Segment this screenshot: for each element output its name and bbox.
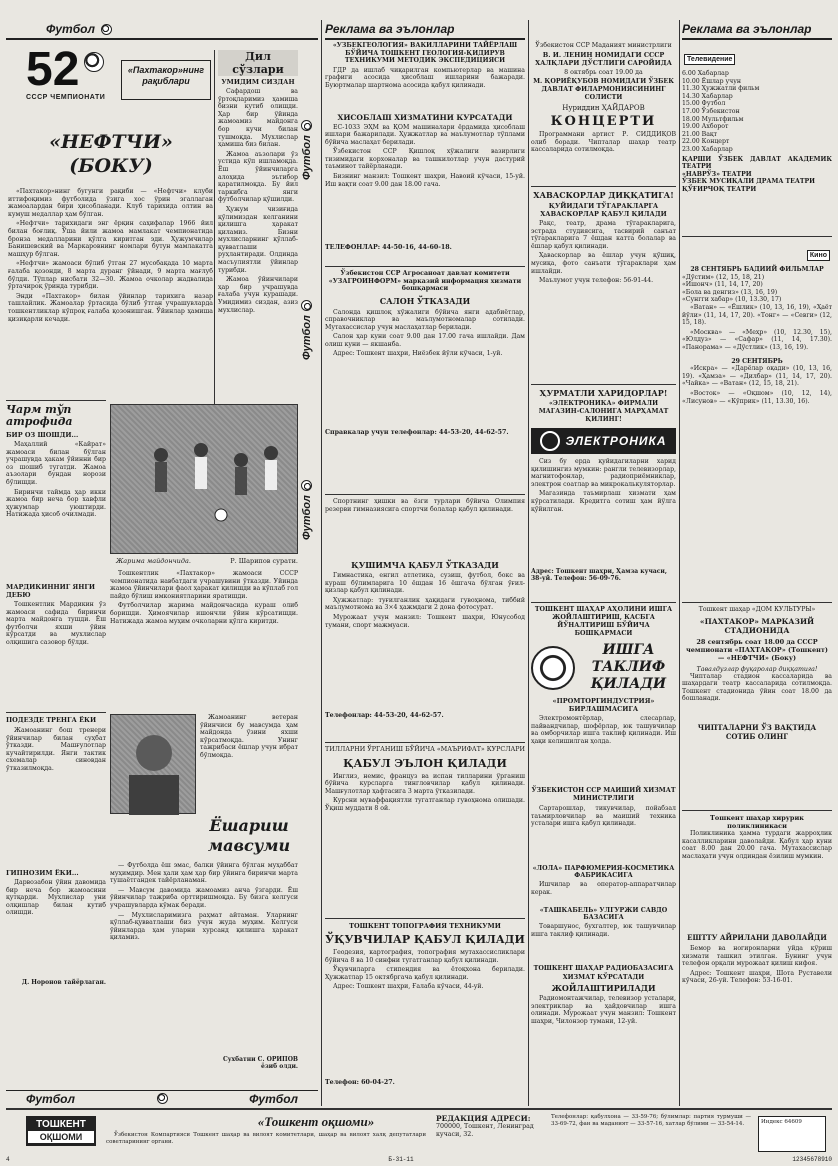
lola-body: Ишчилар ва оператор-аппаратчилар керак. <box>531 881 676 896</box>
football-icon <box>302 300 313 311</box>
section3-sub: МАРДИКИННИГ ЯНГИ ДЕБЮ <box>6 583 96 599</box>
page-footer <box>6 1112 832 1160</box>
tv-schedule-item: 14.30 Хабарлар <box>682 92 733 100</box>
ad5-phone: Телефон: 60-04-27. <box>325 1079 395 1086</box>
main-paragraph: «Нефтчи» тарихидаги энг ёрқин саҳифалар 1966 йил билан боғлиқ. Ўша йили жамоа мамлакат чемпионатида бронза медалларини қўлга киритган эди. Ҳужумчилар Банишевский ва Маркаровнинг номлари бутун мамлакатга машҳур бўлган. <box>8 220 213 258</box>
side-column-title: Дил сўзлари <box>218 50 298 76</box>
tv-schedule-item: 22.00 Концерт <box>682 138 730 146</box>
amateur-ad <box>531 190 676 380</box>
main-article <box>8 188 213 398</box>
clinic-ad <box>682 814 832 1084</box>
football-icon <box>84 52 104 72</box>
kino-item: «Ишонч» (11, 14, 17, 20) <box>682 281 763 289</box>
circle-body: 28 сентябрь соат 18.00 да СССР чемпионати «ПАХТАКОР» (Тошкент) — «НЕФТЧИ» (Боку) <box>686 637 828 662</box>
kino-item: «Дўстим» (12, 15, 18, 21) <box>682 273 765 281</box>
football-icon <box>157 1093 168 1104</box>
ad5-body: Геодезия, картография, топография мутахассисликлари бўйича 8 ва 10 синфни тугатганлар қабул қилинади. Ўқувчиларга стипендия ва ётоқхона берилади. Ҳужжатлар 15 октябргача қабул қилинади. Адрес: Тошкент шаҳри, Ғалаба кўчаси, 44-уй. <box>325 949 525 991</box>
ad3-sub: ҚУШИМЧА ҚАБУЛ ЎТКАЗАДИ <box>351 560 499 570</box>
tv-program: ЎЗБЕК МУСИҚАЛИ ДРАМА ТЕАТРИ <box>682 178 815 186</box>
shop-body: Сиз бу ерда қуйидагиларни харид қилишингиз мумкин: рангли телевизорлар, магнитофонлар, радиоприёмниклар, электрон соатлар ва микрокалькуляторлар. Магазинда таъмирлаш хизмати ҳам кўрсатилади. Кредитга сотиш ҳам йўлга қўйилган. <box>531 458 676 513</box>
championship-label: СССР ЧЕМПИОНАТИ <box>26 94 106 101</box>
tv-program: ҚЎҒИРЧОҚ ТЕАТРИ <box>682 185 757 193</box>
feature-headline: Ёшариш мавсуми <box>207 816 291 855</box>
feature-body: — Футболда ёш эмас, балки ўйинга бўлган муҳаббат муҳимдир. Мен ҳали ҳам ҳар бир ўйинга биринчи марта тушаётгандек тайёрланаман. — Мавсум давомида жамоамиз анча ўзгарди. Ёш ўйинчилар тажриба орттиришмоқда. Бу бизга келгуси учрашувларда кўмак беради. — Мухлисларимизга раҳмат айтаман. Уларнинг қўллаб-қувватлаши биз учун жуда муҳим. Келгуси ўйинларда ҳам уларни хурсанд қилишга ҳаракат қиламиз. <box>110 862 298 942</box>
cable-title: «ТАШКАБЕЛЬ» УЛГУРЖИ САВДО БАЗАСИГА <box>539 907 668 921</box>
ad-topography <box>325 922 525 1102</box>
ad2-title: Ўзбекистон ССР Агросаноат давлат комитети «УЗАГРОИНФОРМ» марказий информация хизмати бошқармаси <box>328 270 522 292</box>
kino-banner-box <box>772 242 830 260</box>
ministry-body: Сартарошлар, тикувчилар, пойабзал таъмирловчилар ва маиший техника усталари ишга қабул қилинади. <box>531 805 676 828</box>
tv-schedule-item: 10.00 Ёшлар учун <box>682 77 741 85</box>
section5-author: Д. Норонов тайёрлаган. <box>21 979 106 986</box>
ads-middle <box>325 20 525 1106</box>
radio-sub: ХИЗМАТ КЎРСАТАДИ <box>562 974 645 981</box>
stadium-body: Чипталар стадион кассаларида ва шаҳардаги театр кассаларида сотилмоқда. Тошкент стадионида ўйин соат 18.00 да бошланади. <box>682 672 832 703</box>
concert-artist: Нуриддин ҲАЙДАРОВ <box>562 104 645 112</box>
portrait-photo <box>110 714 196 814</box>
shop-title: ҲУРМАТЛИ ХАРИДОРЛАР! <box>539 388 668 398</box>
redaction-block <box>436 1114 546 1156</box>
sport-section <box>6 20 318 1106</box>
print-run: 12345678910 <box>792 1156 832 1163</box>
match-photo <box>110 404 298 554</box>
invite-head: ТОШКЕНТ ШАҲАР АҲОЛИНИ ИШГА ЖОЙЛАШТИРИШ, КАСБГА ЙЎНАЛТИРИШ БЎЙИЧА БОШҚАРМАСИ <box>534 606 673 637</box>
header-section-label: Футбол <box>46 22 95 36</box>
section4-body: Жамоанинг бош тренери ўйинчилар билан суҳбат ўтказди. Машғулотлар кучайтирилди. Янги тактик схемалар синовдан ўтказилмоқда. <box>6 727 106 772</box>
section4-sub: ПОДЕЗДЕ ТРЕНГА ЁКИ <box>6 716 97 724</box>
concert-ad <box>531 42 676 182</box>
print-strip <box>6 1156 832 1166</box>
championship-logo <box>26 43 108 108</box>
circle-main: «ПАХТАКОР» МАРКАЗИЙ СТАДИОНИДА <box>699 616 815 635</box>
paper-name2: ОҚШОМИ <box>28 1131 94 1143</box>
tashkent-notice: Тошкент шаҳар хирурик поликлиникаси <box>710 814 804 830</box>
main-paragraph: «Нефтчи» жамоаси бўлиб ўтган 27 мусобақада 10 марта ғалаба қозонди, 8 марта дуранг ўйнади, 9 марта мағлуб бўлди. Тўплар нисбати 32—30. Жамоа очколар жадвалида ўртачироқ ўринда турибди. <box>8 260 213 291</box>
shop-sub: «ЭЛЕКТРОНИКА» ФИРМАЛИ МАГАЗИН-САЛОНИГА МАРҲАМАТ ҚИЛИНГ! <box>538 400 669 423</box>
avia-sub: ҚУЙИДАГИ ТЎГАРАКЛАРГА ХАВАСКОРЛАР ҚАБУЛ ҚИЛАДИ <box>540 202 667 218</box>
column-title <box>121 60 211 100</box>
championship-number: 52 <box>26 43 80 96</box>
industry-emblem-icon <box>531 646 575 690</box>
tv-program: «НАВРЎЗ» ТЕАТРИ <box>682 170 752 178</box>
ad5-head: ТОШКЕНТ ТОПОГРАФИЯ ТЕХНИКУМИ <box>349 922 501 930</box>
tv-schedule-item: 23.00 Хабарлар <box>682 145 733 153</box>
shop-logo-icon <box>540 431 560 451</box>
invite-ministry: ЎЗБЕКИСТОН ССР МАИШИЙ ХИЗМАТ МИНИСТРЛИГИ <box>531 787 676 802</box>
shop-logo: ЭЛЕКТРОНИКА <box>565 434 667 448</box>
side-label-text: Футбол <box>301 135 313 180</box>
kino-item: 28 СЕНТЯБРЬ БАДИИЙ ФИЛЬМЛАР <box>690 266 824 273</box>
ad3-footer: Телефонлар: 44-53-20, 44-62-57. <box>325 712 444 719</box>
photo-caption: Жарима майдончида. <box>116 557 191 565</box>
ad1-sub: ХИСОБЛАШ ХИЗМАТИНИ КУРСАТАДИ <box>337 112 513 122</box>
ad2-body: Салонда қишлоқ хўжалиги бўйича янги адабиётлар, справочниклар ва маълумотномалар сотилади. Мутахассислар учун маслаҳатлар берилади. Салон ҳар куни соат 9.00 дан 17.00 гача ишлайди. Дам олиш куни — якшанба. Адрес: Тошкент шаҳри, Ниёзбек йўли кўчаси, 1-уй. <box>325 308 525 358</box>
concert-date: 8 октябрь соат 19.00 да <box>564 69 643 76</box>
invite-body: Электромонтёрлар, слесарлар, пайвандчилар, шофёрлар, юк ташувчилар ва омборчилар ишга таклиф қилинади. Иш ҳақи келишилган ҳолда. <box>531 715 676 745</box>
side-label-text: Футбол <box>301 495 313 540</box>
stadium-ad <box>682 606 832 806</box>
section5-body: Дарвозабон ўйин давомида бир неча бор жамоасини қутқарди. Мухлислар уни олқишлар билан кутиб олишди. <box>6 879 106 917</box>
main-headline: «НЕФТЧИ» (БОКУ) <box>49 131 173 177</box>
redaction-label: РЕДАКЦИЯ АДРЕСИ: <box>436 1114 531 1123</box>
tv-banner: Телевидение <box>684 54 735 65</box>
section2-body: Маҳаллий «Кайрат» жамоаси билан бўлган учрашувда ҳакам ўйинни бир оз шошиб тугатди. Жамоа аъзолари бундан норози бўлишди. Биринчи таймда ҳар икки жамоа бир неча бор хавфли ҳужумлар уюштирди. Натижада ҳисоб очилмади. <box>6 441 106 519</box>
ad-agro <box>325 270 525 490</box>
tv-schedule-item: 19.00 Ахборот <box>682 123 729 131</box>
ad5-title: ЎҚУВЧИЛАР ҚАБУЛ ҚИЛАДИ <box>325 933 525 946</box>
tv-schedule-item: 11.30 Ҳужжатли фильм <box>682 85 760 93</box>
ad-languages <box>325 746 525 916</box>
section3-body: Тошкентлик Мардикин ўз жамоаси сафида биринчи марта майдонга тушди. Ёш футболчи яхши ўйин кўрсатди ва мухлислар олқишига сазовор бўлди. <box>6 601 106 646</box>
kino-item: «Сунгги хабар» (10, 13.30, 17) <box>682 296 782 304</box>
work-title: ЖОЙЛАШТИРИЛАДИ <box>551 983 656 993</box>
ads-header <box>325 20 525 40</box>
invite-header-row <box>531 642 676 693</box>
avia-body: Рақс, театр, драма тўгаракларига, эстрада студиясига, тасвирий санъат тўгаракларига 7 ёшдан катта болалар ва ёшлар қабул қилинади. Ҳаваскорлар ва ёшлар учун қўшиқ, мусиқа, фото санъати тўгараклари ҳам ишлайди. Маълумот учун телефон: 56-91-44. <box>531 220 676 285</box>
section-lower-left <box>6 712 106 1012</box>
shop-logo-block <box>531 428 676 454</box>
page-number: 4 <box>6 1156 10 1163</box>
avia-title: ХАВАСКОРЛАР ДИҚҚАТИГА! <box>533 190 674 200</box>
clinic-body: Поликлиника ҳамма турдаги жарроҳлик касалликларини даволайди. Қабул ҳар куни соат 8.00 дан 20.00 гача. Мутахассислар маслаҳати учун олдиндан ёзилиш мумкин. <box>682 830 832 860</box>
invite-title: ИШГА ТАКЛИФ ҚИЛАДИ <box>590 642 667 692</box>
tv-schedule-item: 6.00 Хабарлар <box>682 70 729 77</box>
ad4-head: ТИЛЛАРНИ ЎРГАНИШ БЎЙИЧА «МАЪРИФАТ» КУРСЛАРИ <box>325 746 525 753</box>
stadium-footer: ЧИПТАЛАРНИ ЎЗ ВАҚТИДА СОТИБ ОЛИНГ <box>697 722 817 741</box>
side-column-body: Сафардош ва ўртоқларимиз ҳамиша бизни кутиб олишди. Ҳар бир ўйинда жамоамиз майдонга бор кучи билан тушмоқда. Мухлислар ҳамиша биз билан. Жамоа аъзолари ўз устида кўп ишламоқда. Ёш ўйинчиларга алоҳида эътибор қаратилмоқда. Бу йил таркибга янги футболчилар қўшилди. Ҳужум чизиғида қўлимиздан келганини қилишга ҳаракат қиламиз. Бизни мухлисларнинг қўллаб-қувватлаши руҳлантиради. Олдинда масъулиятли ўйинлар турибди. Жамоа ўйинчилари ҳар бир учрашувда ғалаба учун курашади. Умидимиз сиздан, азиз мухлислар. <box>218 88 298 314</box>
ad3-intro: Спортнинг ҳишки ва ёзги турлари бўйича Олимпия резерви гимназиясига спортчи болалар қабул қилинади. <box>325 498 525 513</box>
stadium-note: Тавалдузлар фуқаролар диққатига! <box>696 665 818 673</box>
footer-phones: Телефонлар: қабулхона — 33-59-76; бўлимлар: партия турмуши — 33-69-72, фан ва маданият — 33-57-16, хатлар бўлими — 33-54-14. <box>551 1114 751 1127</box>
football-side-label <box>301 240 313 360</box>
footer-section-label: Футбол <box>26 1091 75 1106</box>
tv-program: ҚАРШИ ЎЗБЕК ДАВЛАТ АКАДЕМИК ТЕАТРИ <box>682 155 832 171</box>
feature-intro: Жамоанинг ветеран ўйинчиси бу мавсумда ҳам майдонда ўзини яхши кўрсатмоқда. Унинг тажрибаси ёшлар учун ибрат бўлмоқда. <box>200 714 298 759</box>
football-side-label <box>301 60 313 180</box>
person-icon <box>111 715 197 815</box>
side-column <box>214 50 298 430</box>
kino-banner: Кино <box>807 250 830 261</box>
concert-dedication: В. И. ЛЕНИН НОМИДАГИ СССР ХАЛҚЛАРИ ДЎСТЛИГИ САРОЙИДА <box>535 51 672 67</box>
sport-header <box>6 20 318 40</box>
ad-geology <box>325 42 525 262</box>
side-column-subtitle: УМИДИМ СИЗДАН <box>221 78 295 86</box>
accept-body: Бемор ва ногиронларни уйда кўриш хизмати ташкил этилган. Бунинг учун телефон орқали мурожаат қилиш кифоя. Адрес: Тошкент шаҳри, Шота Руставели кўчаси, 26-уй. Телефон: 53-16-01. <box>682 945 832 985</box>
footer-note: Ўзбекистон Компартияси Тошкент шаҳар ва вилоят комитетлари, шаҳар ва вилоят халқ депутатлари советларининг органи. <box>106 1132 426 1145</box>
players-illustration-icon <box>111 405 299 555</box>
tv-schedule-item: 17.00 Ўзбекистон <box>682 107 740 115</box>
ad1-footer: ТЕЛЕФОНЛАР: 44-50-16, 44-60-18. <box>325 243 452 251</box>
concert-body: Программани артист Р. СИДДИҚОВ олиб боради. Чипталар шаҳар театр кассаларида сотилмоқда. <box>531 131 676 154</box>
concert-title: КОНЦЕРТИ <box>550 114 657 129</box>
main-paragraph: Энди «Пахтакор» билан ўйинлар тарихига назар ташлайлик. Жамоалар ўртасида бўлиб ўтган учрашувларда тошкентликлар кўпроқ ғалаба қозонишган. Ўйинлар ҳамиша қизиқарли кечади. <box>8 292 213 323</box>
paper-logo <box>26 1116 96 1146</box>
section2-sub: БИР ОЗ ШОШДИ... <box>6 431 79 439</box>
ads-right <box>531 20 676 1106</box>
circle-tag: Тошкент шаҳар «ДОМ КУЛЬТУРЫ» <box>698 606 816 613</box>
football-icon <box>101 24 112 35</box>
electronics-ad <box>531 388 676 598</box>
main-paragraph: «Пахтакор»нинг бугунги рақиби — «Нефтчи» клуби иттифоқимиз футболида ўзига хос ўрин эгаллаган жамоалардан бири ҳисобланади. Клуб тарихида олтин ва кумуш медаллар ҳам бўлган. <box>8 188 213 218</box>
concert-org: Ўзбекистон ССР Маданият министрлиги <box>535 42 672 49</box>
tv-schedule-item: 21.00 Вақт <box>682 130 718 138</box>
tv-schedule-item: 15.00 Футбол <box>682 100 726 108</box>
kino-schedule: 28 СЕНТЯБРЬ БАДИИЙ ФИЛЬМЛАР «Дўстим» (12, 15, 18, 21) «Ишонч» (11, 14, 17, 20) «Бола ва денгиз» (13, 16, 19) «Сунгги хабар» (10, 13.30, 17) «Ватан» — «Ёшлик» (10, 13, 16, 19), «Ҳаёт йўли» (11, 14, 17, 20). «Тонг» — «Севги» (12, 15, 18). «Москва» — «Меҳр» (10, 12.30, 15), «Юлдуз» — «Сафар» (11, 14, 17.30). «Панорама» — «Дўстлик» (13, 16, 19). 29 СЕНТЯБРЬ «Искра» — «Дарёлар оқади» (10, 13, 16, 19). «Ҳамза» — «Дилбар» (11, 14, 17, 20). «Чайка» — «Ватан» (12, 15, 18, 21). «Восток» — «Оқшом» (10, 12, 14), «Лисунов» — «Кўприк» (11, 13.30, 16). <box>682 266 832 405</box>
photo-story: Тошкентлик «Пахтакор» жамоаси СССР чемпионатида навбатдаги учрашувини ўтказди. Уйинда жамоа ўйинчилари фаол ҳаракат қилишди ва кўплаб гол пайдо бўлиш имкониятларини яратишди. Футболчилар жарима майдончасида кураш олиб боришди. Ҳимоячилар ишончли ўйин кўрсатишди. Натижада жамоа муҳим очколарни қўлга киритди. <box>110 570 298 625</box>
order-number: Б-31-11 <box>388 1156 414 1163</box>
ad2-footer: Справкалар учун телефонлар: 44-53-20, 44-62-57. <box>325 428 509 436</box>
radio-title: ТОШКЕНТ ШАҲАР РАДИОБАЗАСИГА <box>533 965 674 972</box>
ad3-body: Гимнастика, енгил атлетика, сузиш, футбол, бокс ва кураш бўлимларига 10 ёшдан 16 ёшгача бўлган ўғил-қизлар қабул қилинади. Ҳужжатлар: туғилганлик ҳақидаги гувоҳнома, тиббий маълумотнома ва 3×4 ҳажмдаги 2 дона фотосурат. Мурожаат учун манзил: Тошкент шаҳри, Юнусобод тумани, спорт мажмуаси. <box>325 572 525 629</box>
ad1-body: ГДР да ишлаб чиқарилган компьютерлар ва машина графиги асосида ҳисоблаш ишларини бажаради. Буюртмалар шартнома асосида қабул қилинади. <box>325 66 525 89</box>
shop-address: Адрес: Тошкент шаҳри, Ҳамза кучаси, 38-уй. Телефон: 56-09-76. <box>531 568 667 582</box>
feature-signed: Сухбатни С. ОРИПОВ ёзиб олди. <box>222 1056 298 1070</box>
concert-ensemble: М. ҚОРИЁҚУБОВ НОМИДАГИ ЎЗБЕК ДАВЛАТ ФИЛАРМОНИЯСИНИНГ СОЛИСТИ <box>533 78 674 101</box>
ad4-title: ҚАБУЛ ЭЪЛОН ҚИЛАДИ <box>343 756 507 770</box>
ad1-title: «УЗБЕКГЕОЛОГИЯ» ВАКИЛЛАРИНИ ТАЙЁРЛАШ БЎЙИЧА ТОШКЕНТ ГЕОЛОГИЯ-ҚИДИРУВ ТЕХНИКУМИ МЕТОДИК ЭКСПЕДИЦИЯСИ <box>332 42 518 64</box>
ads-header-label: Реклама ва эълонлар <box>682 22 812 36</box>
ad4-body: Инглиз, немис, француз ва испан тилларини ўрганиш бўйича курсларга тингловчилар қабул қилинади. Машғулотлар ҳафтасига 3 марта ўтказилади. Курсни муваффақиятли тугатганлар гувоҳнома олишади. Ўқиш муддати 8 ой. <box>325 772 525 812</box>
ad-sports-school <box>325 498 525 738</box>
section-leather-ball <box>6 400 106 710</box>
kino-item: «Бола ва денгиз» (13, 16, 19) <box>682 288 778 296</box>
ad2-sub: САЛОН ЎТКАЗАДИ <box>379 295 471 306</box>
footer-section-label: Футбол <box>249 1091 298 1106</box>
paper-name: ТОШКЕНТ <box>36 1119 86 1130</box>
lola-title: «ЛОЛА» ПАРФЮМЕРИЯ-КОСМЕТИКА ФАБРИКАСИГА <box>532 865 675 879</box>
photo-credit: Р. Шарипов сурати. <box>230 557 298 565</box>
football-icon <box>302 120 313 131</box>
accept-notice: ЕШТТУ АЙРИЛАНИ ДАВОЛАЙДИ <box>687 933 827 942</box>
sport-footer <box>6 1090 318 1106</box>
ads-header-label: Реклама ва эълонлар <box>325 22 455 36</box>
football-side-label <box>301 430 313 540</box>
index-note: Индекс 64609 <box>761 1119 802 1125</box>
section2-title: Чарм тўп атрофида <box>6 403 73 428</box>
ads-header-right <box>682 20 832 40</box>
footer-slogan: «Тошкент оқшоми» <box>257 1114 375 1129</box>
tv-schedule-item: 18.00 Мультфильм <box>682 115 744 123</box>
footer-box <box>758 1116 826 1152</box>
tv-column <box>682 20 832 1106</box>
column-title-text: «Пахтакор»нинг рақиблари <box>127 65 205 86</box>
invite-org: «ПРОМТОРГИНДУСТРИЯ» БИРЛАШМАСИГА <box>552 697 655 713</box>
redaction-addr: 700000, Тошкент, Ленинград кучаси, 32. <box>436 1123 534 1138</box>
ad1-body2: ЕС-1033 ЭҲМ ва ҚОМ машиналари ёрдамида ҳисоблаш ишлари бажарилади. Ҳужжатлар ва маълумотлар тўплами бўйича маслаҳат берилади. Ўзбекистон ССР Қишлоқ хўжалиги вазирлиги тизимидаги корхоналар ва ташкилотлар учун дастурий таъминот тайёрланади. Бизнинг манзил: Тошкент шаҳри, Навоий кўчаси, 15-уй. Иш вақти соат 9.00 дан 18.00 гача. <box>325 123 525 188</box>
tv-schedule <box>682 70 832 230</box>
cable-body: Товаршунос, бухгалтер, юк ташувчилар ишга таклиф қилинади. <box>531 923 676 938</box>
football-icon <box>302 480 313 491</box>
tv-banner-box <box>684 46 744 64</box>
kino2-banner: 29 СЕНТЯБРЬ <box>731 357 783 365</box>
invite-ad <box>531 606 676 1096</box>
work-body: Радиомонтажчилар, телевизор усталари, электриклар ва ҳайдовчилар ишга олинади. Мурожаат учун манзил: Тошкент шаҳри, Чилонзор тумани, 12-уй. <box>531 995 676 1025</box>
section5-sub: ГИПНОЗИМ ЁКИ... <box>6 869 79 877</box>
side-label-text: Футбол <box>301 315 313 360</box>
